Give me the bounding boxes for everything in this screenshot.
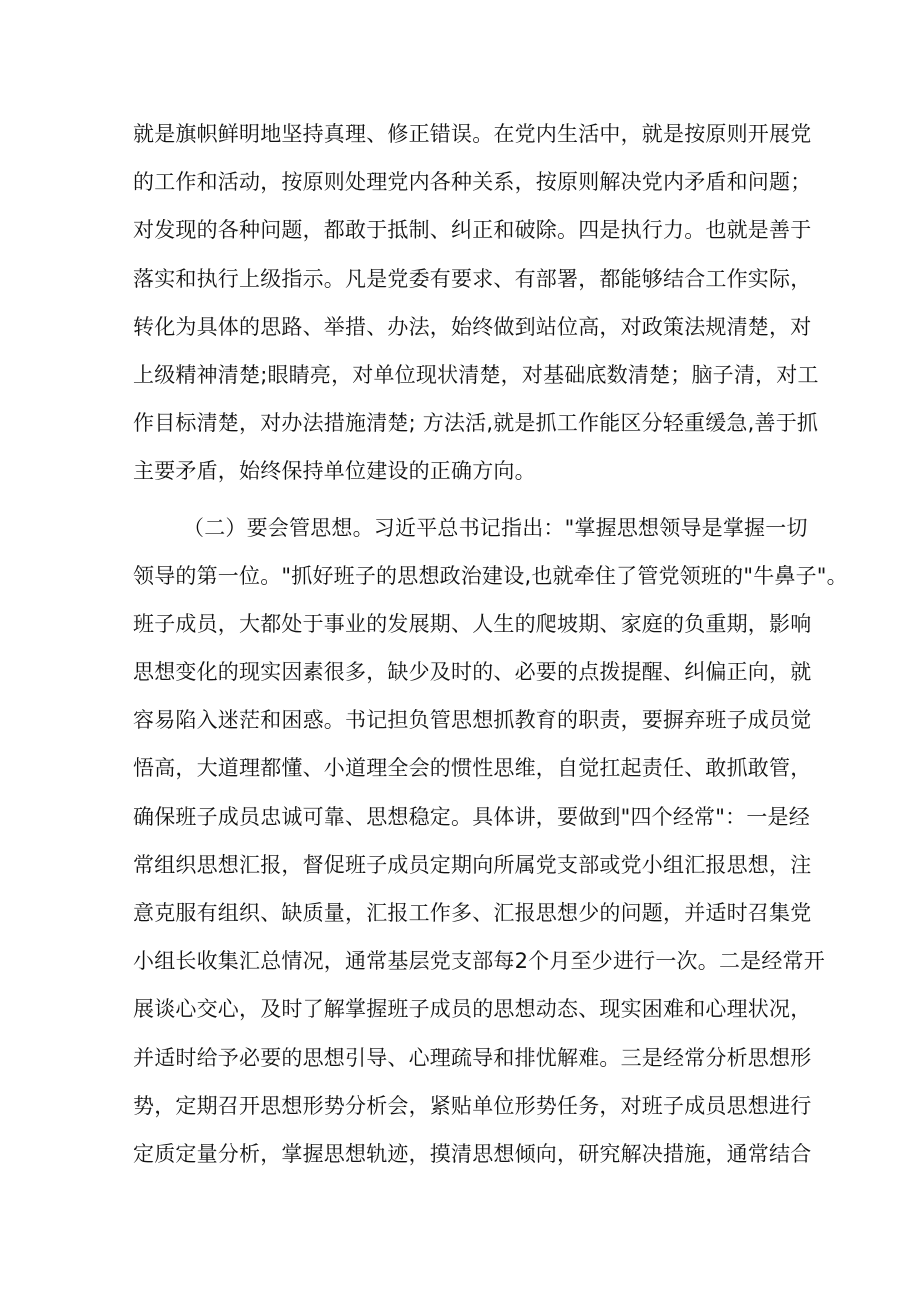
body-text: [133, 110, 848, 1178]
text-line: 的工作和活动，按原则处理党内各种关系，按原则解决党内矛盾和问题；: [133, 170, 812, 195]
text-line: 对发现的各种问题，都敢于抵制、纠正和破除。四是执行力。也就是善于: [133, 218, 812, 243]
text-line: 确保班子成员忠诚可靠、思想稳定。具体讲，要做到"四个经常"：一是经: [133, 804, 810, 829]
paragraph-spacer: [133, 496, 793, 504]
text-line: 班子成员，大都处于事业的发展期、人生的爬坡期、家庭的负重期，影响: [133, 611, 812, 636]
text-line: 就是旗帜鲜明地坚持真理、修正错误。在党内生活中，就是按原则开展党: [133, 122, 812, 146]
text-line: 思想变化的现实因素很多，缺少及时的、必要的点拨提醒、纠偏正向，就: [133, 660, 812, 685]
paragraph-1: [133, 110, 819, 496]
text-line: 意克服有组织、缺质量，汇报工作多、汇报思想少的问题，并适时召集党: [133, 901, 812, 925]
text-line: 领导的第一位。"抓好班子的思想政治建设,也就牵住了管党领班的"牛鼻子"。: [133, 563, 848, 588]
text-line: 上级精神清楚;眼睛亮，对单位现状清楚，对基础底数清楚；脑子清，对工: [133, 362, 819, 387]
text-line: （二）要会管思想。习近平总书记指出："掌握思想领导是掌握一切: [183, 515, 808, 540]
text-line: 势，定期召开思想形势分析会，紧贴单位形势任务，对班子成员思想进行: [133, 1093, 812, 1118]
text-line: 并适时给予必要的思想引导、心理疏导和排忧解难。三是经常分析思想形: [133, 1045, 812, 1070]
text-line: 转化为具体的思路、举措、办法，始终做到站位高，对政策法规清楚，对: [133, 314, 812, 339]
text-line: 落实和执行上级指示。凡是党委有要求、有部署，都能够结合工作实际，: [133, 266, 812, 291]
text-line: 容易陷入迷茫和困惑。书记担负管思想抓教育的职责，要摒弃班子成员觉: [133, 708, 812, 733]
text-line: 作目标清楚，对办法措施清楚; 方法活,就是抓工作能区分轻重缓急,善于抓: [133, 411, 819, 436]
text-line: 小组长收集汇总情况，通常基层党支部每2个月至少进行一次。二是经常开: [133, 949, 825, 974]
paragraph-2: [133, 504, 848, 1179]
text-line: 展谈心交心，及时了解掌握班子成员的思想动态、现实困难和心理状况，: [133, 997, 812, 1022]
text-line: 定质定量分析，掌握思想轨迹，摸清思想倾向，研究解决措施，通常结合: [133, 1141, 812, 1166]
text-line: 常组织思想汇报，督促班子成员定期向所属党支部或党小组汇报思想，注: [133, 852, 812, 877]
text-line: 悟高，大道理都懂、小道理全会的惯性思维，自觉扛起责任、敢抓敢管，: [133, 756, 812, 781]
text-line: 主要矛盾，始终保持单位建设的正确方向。: [133, 459, 536, 484]
